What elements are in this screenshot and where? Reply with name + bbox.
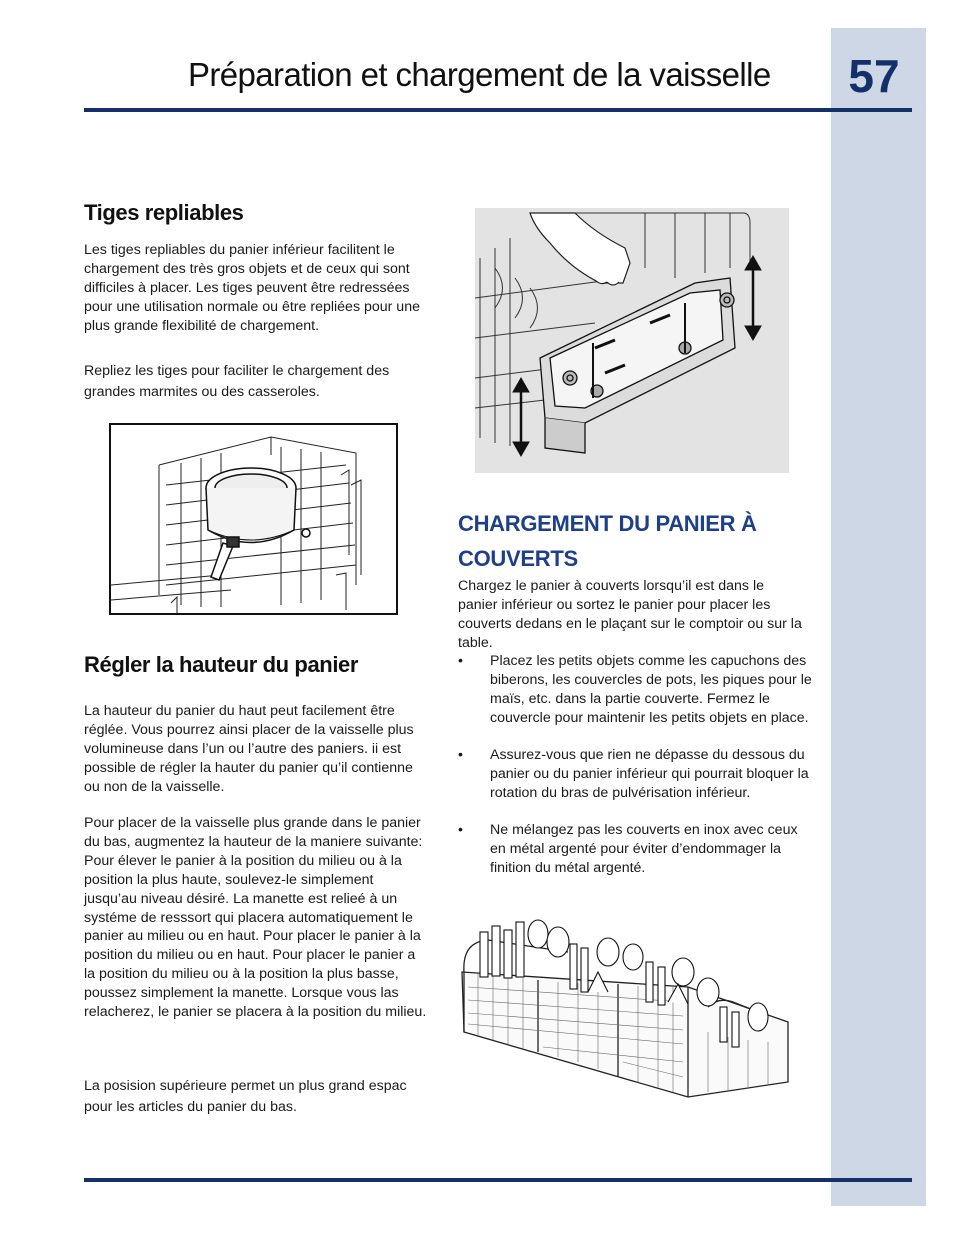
side-tab [831, 28, 926, 1206]
paragraph-hauteur-2: Pour placer de la vaisselle plus grande dans le panier du bas, augmentez la hauteur de la maniere suivante: Pour élever le panier à la position du milieu ou à la position la plus haute, soulevez-le simplement jusqu’au niveau désiré. La manette est relieé à un systéme de resssort qui placera automatiquement le panier au milieu ou en haut. Pour placer le panier à la position du milieu ou en haut. Pour placer le panier a la position du milieu ou à la position la plus basse, poussez simplement la manette. Lorsque vous las relacherez, le panier se placera à la position du milieu. [84, 815, 427, 1021]
bullet-item-1 [458, 652, 816, 728]
heading-regler-hauteur: Régler la hauteur du panier [84, 652, 359, 677]
bullet-item-2 [458, 746, 816, 803]
silverware-basket-illustration [458, 912, 794, 1102]
header-rule [84, 108, 912, 112]
paragraph-couverts-intro: Chargez le panier à couverts lorsqu’il est dans le panier inférieur ou sortez le panier pour placer les couverts dedans en le plaçant sur le comptoir ou sur la table. [458, 578, 802, 651]
page-number: 57 [848, 50, 900, 102]
paragraph-hauteur-1: La hauteur du panier du haut peut facilement être réglée. Vous pourrez ainsi placer de la vaisselle plus volumineuse dans l’un ou l’autre des paniers. ii est possible de régler la hauter du panier qu’il contienne ou non de la vaisselle. [84, 703, 414, 795]
heading-tiges-repliables: Tiges repliables [84, 200, 244, 225]
bullet-symbol: • [458, 747, 463, 763]
basket-height-illustration [475, 208, 789, 473]
adjuster-mechanism [540, 278, 735, 453]
bullet-text: Placez les petits objets comme les capuchons des biberons, les couvercles de pots, les piques pour le maïs, etc. dans la partie couverte. Fermez le couvercle pour maintenir les petits objets en place. [490, 653, 812, 726]
page-title: Préparation et chargement de la vaisselle [188, 56, 771, 93]
bullet-text: Ne mélangez pas les couverts en inox avec ceux en métal argenté pour éviter d’endommager la finition du métal argenté. [490, 822, 798, 876]
bullet-text: Assurez-vous que rien ne dépasse du dessous du panier ou du panier inférieur qui pourrait bloquer la rotation du bras de pulvérisation inférieur. [490, 747, 809, 801]
footer-rule [84, 1178, 912, 1182]
bullet-symbol: • [458, 653, 463, 669]
bullet-symbol: • [458, 822, 463, 838]
pot [206, 468, 310, 580]
bullet-item-3 [458, 821, 816, 878]
paragraph-tiges-1: Les tiges repliables du panier inférieur facilitent le chargement des très gros objets et de ceux qui sont difficiles à placer. Les tiges peuvent être redressées pour une utilisation normale ou être repliées pour une plus grande flexibilité de chargement. [84, 242, 420, 334]
heading-chargement-couverts: CHARGEMENT DU PANIER À COUVERTS [458, 511, 757, 571]
paragraph-hauteur-3: La posision supérieure permet un plus grand espac pour les articles du panier du bas. [84, 1078, 407, 1115]
hand [530, 213, 630, 285]
paragraph-tiges-2: Repliez les tiges pour faciliter le chargement des grandes marmites ou des casseroles. [84, 363, 390, 400]
folding-tines-illustration [109, 423, 398, 615]
